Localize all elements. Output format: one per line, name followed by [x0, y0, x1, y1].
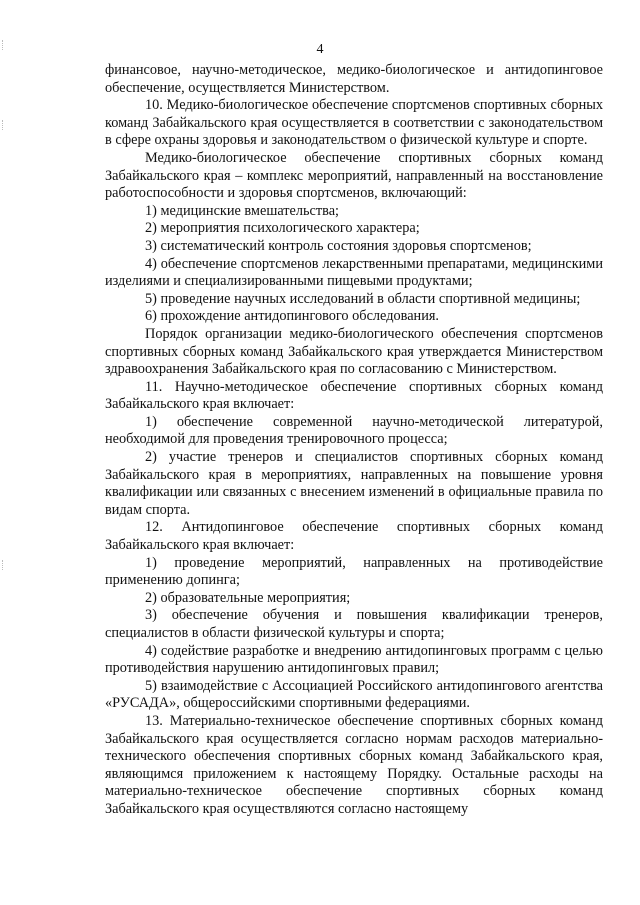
paragraph: 2) мероприятия психологического характера;: [145, 220, 420, 237]
paragraph: 1) обеспечение современной научно-методической литературой, необходимой для проведения тренировочного процесса;: [105, 413, 603, 448]
paragraph: 11. Научно-методическое обеспечение спортивных сборных команд Забайкальского края включает:: [105, 378, 603, 413]
paragraph: 12. Антидопинговое обеспечение спортивных сборных команд Забайкальского края включает:: [105, 519, 603, 554]
page-number: 4: [316, 42, 324, 57]
paragraph: 3) обеспечение обучения и повышения квалификации тренеров, специалистов в области физической культуры и спорта;: [105, 607, 603, 641]
paragraph: 4) содействие разработке и внедрению антидопинговых программ с целью противодействия нарушению антидопинговых правил;: [105, 642, 603, 677]
paragraph: Медико-биологическое обеспечение спортивных сборных команд Забайкальского края – комплекс мероприятий, направленный на восстановление работоспособности и здоровья спортсменов, включающий:: [105, 149, 603, 202]
paragraph: 10. Медико-биологическое обеспечение спортсменов спортивных сборных команд Забайкальского края осуществляется в соответствии с законодательством в сфере охраны здоровья и законодательством о физической культуре и спорте.: [105, 97, 603, 149]
paragraph: 1) медицинские вмешательства;: [145, 202, 340, 219]
document-body: [105, 62, 603, 819]
paragraph: Порядок организации медико-биологического обеспечения спортсменов спортивных сборных команд Забайкальского края утверждается Министерством здравоохранения Забайкальского края по согласованию с Министерством.: [105, 325, 603, 378]
paragraph: 4) обеспечение спортсменов лекарственными препаратами, медицинскими изделиями и специализированными пищевыми продуктами;: [105, 255, 603, 290]
paragraph: 2) участие тренеров и специалистов спортивных сборных команд Забайкальского края в мероприятиях, направленных на повышение уровня квалификации или связанных с внесением изменений в официальные правила по видам спорта.: [105, 449, 603, 518]
paragraph: финансовое, научно-методическое, медико-биологическое и антидопинговое обеспечение, осуществляется Министерством.: [105, 62, 603, 96]
paragraph: 3) систематический контроль состояния здоровья спортсменов;: [145, 237, 532, 254]
paragraph: 1) проведение мероприятий, направленных на противодействие применению допинга;: [105, 554, 603, 589]
paragraph: 2) образовательные мероприятия;: [145, 589, 351, 606]
paragraph: 5) взаимодействие с Ассоциацией Российского антидопингового агентства «РУСАДА», общероссийскими спортивными федерациями.: [105, 677, 603, 712]
paragraph: 5) проведение научных исследований в области спортивной медицины;: [145, 290, 581, 307]
paragraph: 6) прохождение антидопингового обследования.: [145, 308, 439, 325]
margin-mark: [2, 120, 4, 130]
margin-mark: [2, 560, 4, 570]
paragraph: 13. Материально-техническое обеспечение спортивных сборных команд Забайкальского края осуществляется согласно нормам расходов материально-технического обеспечения спортивных сборных команд Забайкальского края, являющимся приложением к настоящему Порядку. Остальные расходы на материально-техническое обеспечение спортивных сборных команд Забайкальского края осуществляются согласно настоящему: [105, 712, 603, 817]
